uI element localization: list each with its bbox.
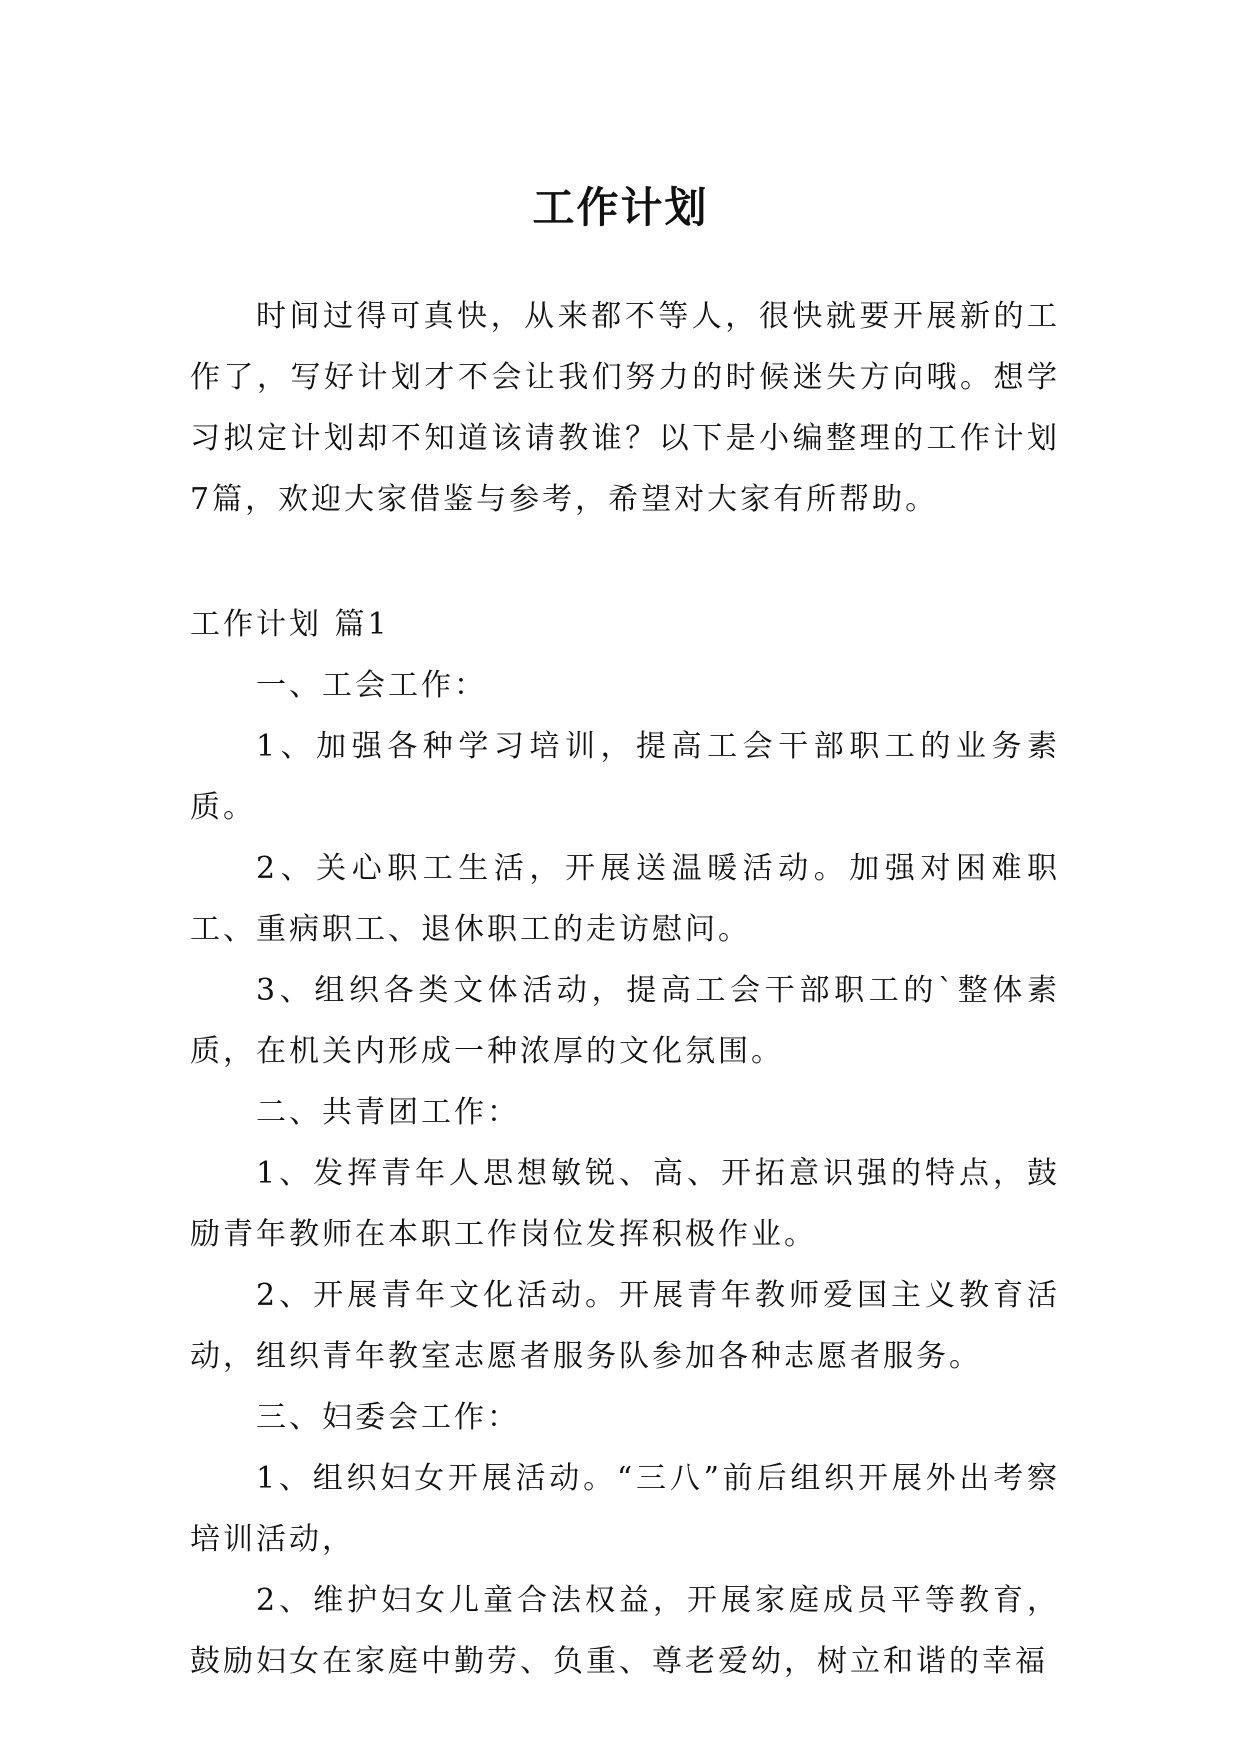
paragraph-youth-heading: 二、共青团工作： (256, 1095, 520, 1130)
paragraph-youth-item-2: 2、开展青年文化活动。开展青年教师爱国主义教育活动，组织青年教室志愿者服务队参加各种志愿者服务。 (190, 1278, 1060, 1374)
intro-paragraph: 时间过得可真快，从来都不等人，很快就要开展新的工作了，写好计划才不会让我们努力的时候迷失方向哦。想学习拟定计划却不知道该请教谁？以下是小编整理的工作计划7篇，欢迎大家借鉴与参考，希望对大家有所帮助。 (190, 299, 1060, 517)
section-heading: 工作计划 篇1 (190, 607, 390, 642)
paragraph-union-heading: 一、工会工作： (256, 668, 487, 703)
paragraph-women-item-2: 2、维护妇女儿童合法权益，开展家庭成员平等教育，鼓励妇女在家庭中勤劳、负重、尊老爱幼，树立和谐的幸福 (190, 1583, 1060, 1679)
paragraph-union-item-3: 3、组织各类文体活动，提高工会干部职工的`整体素质，在机关内形成一种浓厚的文化氛围。 (190, 973, 1060, 1069)
paragraph-youth-item-1: 1、发挥青年人思想敏锐、高、开拓意识强的特点，鼓励青年教师在本职工作岗位发挥积极作业。 (190, 1156, 1060, 1252)
document-body (190, 286, 1060, 1692)
paragraph-union-item-2: 2、关心职工生活，开展送温暖活动。加强对困难职工、重病职工、退休职工的走访慰问。 (190, 851, 1060, 947)
paragraph-women-heading: 三、妇委会工作： (256, 1400, 520, 1435)
document-title: 工作计划 (532, 183, 709, 233)
paragraph-union-item-1: 1、加强各种学习培训，提高工会干部职工的业务素质。 (190, 729, 1060, 825)
paragraph-women-item-1: 1、组织妇女开展活动。“三八”前后组织开展外出考察培训活动， (190, 1461, 1060, 1557)
